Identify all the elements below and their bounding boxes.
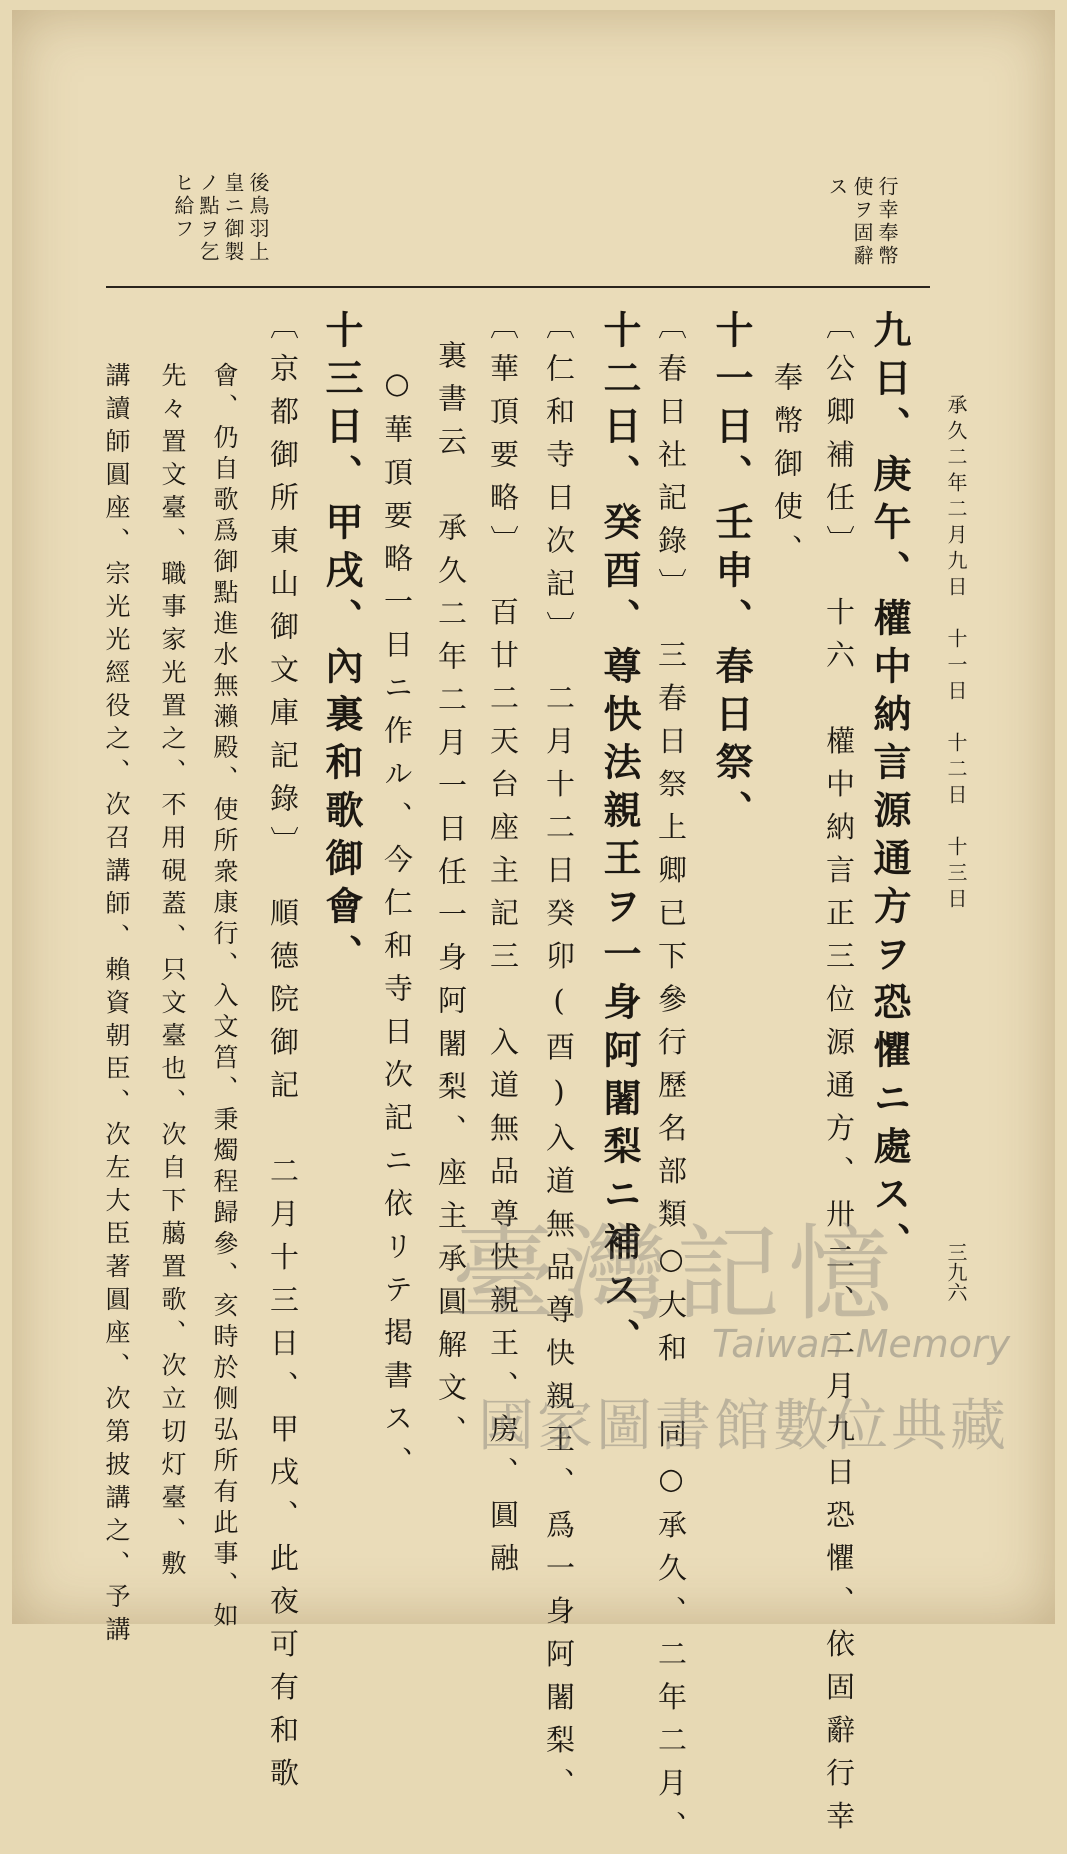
entry-heading-11th: 十一日、壬申、春日祭、 [709, 310, 754, 838]
watermark-institution: 國家圖書館數位典藏 [478, 1394, 1009, 1459]
text-column: 〔春日社記錄〕 三春日祭上卿已下參行歷名部類○大和 同○承久、二年二月、 [654, 310, 688, 1854]
text-column: 先々置文臺、職事家光置之、不用硯蓋、只文臺也、次自下﨟置歌、次立切灯臺、敷 [158, 362, 187, 1583]
page-number: 三九六 [944, 1242, 968, 1302]
entry-heading-9th: 九日、庚午、權中納言源通方ヲ恐懼ニ處ス、 [867, 310, 912, 1270]
running-head: 承久二年二月九日 十一日 十二日 十三日 [944, 394, 968, 914]
text-column: ○華頂要略一日ニ作ル、今仁和寺日次記ニ依リテ掲書ス、 [380, 366, 414, 1489]
text-column: 奉幣御使、 [770, 362, 804, 577]
text-column: 會、仍自歌爲御點進水無瀨殿、使所衆康行、入文筥、秉燭程歸參、亥時於侧弘所有此事、如 [210, 362, 239, 1633]
document-page [12, 10, 1055, 1854]
text-column: 〔仁和寺日次記〕 二月十二日癸卯(酉)入道無品尊快親王、爲一身阿闍梨、 [542, 310, 576, 1811]
entry-heading-13th: 十三日、甲戌、內裏和歌御會、 [319, 310, 364, 982]
text-column: 〔華頂要略〕 百廿二天台座主記三 入道無品尊快親王、房、圓融 [486, 310, 520, 1586]
text-column: 裏書云 承久二年二月一日任一身阿闍梨、座主承圓解文、 [434, 340, 468, 1458]
watermark-english: Taiwan Memory [712, 1322, 1011, 1366]
watermark-logo: 臺灣記憶 [452, 1213, 901, 1335]
text-column: 講讀師圓座、宗光光經役之、次召講師、賴資朝臣、次左大臣著圓座、次第披講之、予講 [102, 362, 131, 1649]
header-rule [106, 286, 930, 288]
entry-heading-12th: 十二日、癸酉、尊快法親王ヲ一身阿闍梨ニ補ス、 [597, 310, 642, 1366]
margin-note-right: 行幸奉幣使ヲ固辭ス [825, 176, 899, 268]
text-column: 〔公卿補任〕 十六 權中納言正三位源通方、卅二、二月九日恐懼、依固辭行幸 [822, 310, 856, 1844]
margin-note-left: 後鳥羽上皇ニ御製ノ點ヲ乞ヒ給フ [171, 172, 270, 264]
text-column: 〔京都御所東山御文庫記錄〕 順德院御記 二月十三日、甲戌、此夜可有和歌 [266, 310, 300, 1801]
